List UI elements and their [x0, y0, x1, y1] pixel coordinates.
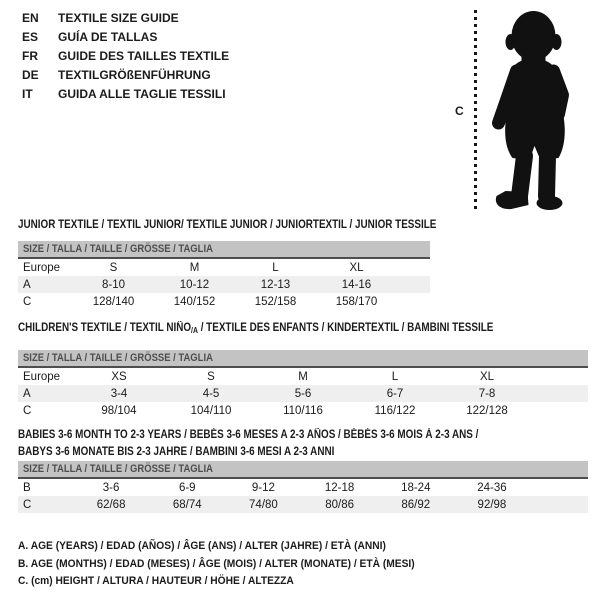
height-measure-label: C	[455, 104, 464, 118]
heading-line-1: BABIES 3-6 MONTH TO 2-3 YEARS / BEBÉS 3-6 MESES A 2-3 AÑOS / BÉBÉS 3-6 MOIS À 2-3 ANS /	[18, 429, 479, 441]
language-title: GUIDA ALLE TAGLIE TESSILI	[58, 87, 226, 101]
value-cell: 18-24	[401, 481, 431, 494]
language-row	[22, 9, 229, 28]
table-row-age	[18, 276, 430, 293]
row-label: B	[23, 481, 31, 494]
language-title: GUIDE DES TAILLES TEXTILE	[58, 49, 230, 63]
section-heading	[18, 427, 588, 461]
language-title-list	[22, 9, 229, 104]
legend-line-b: B. AGE (MONTHS) / EDAD (MESES) / ÂGE (MOIS) / ALTER (MONATE) / ETÀ (MESI)	[18, 557, 415, 570]
size-column: XL	[479, 370, 495, 383]
value-cell: 104/110	[190, 404, 232, 417]
value-cell: 80/86	[325, 498, 354, 511]
language-code: IT	[22, 87, 33, 101]
value-cell: 3-6	[102, 481, 120, 494]
value-cell: 152/158	[254, 295, 297, 308]
height-figure	[445, 4, 595, 219]
legend-line-c: C. (cm) HEIGHT / ALTURA / HAUTEUR / HÖHE / ALTEZZA	[18, 575, 294, 587]
table-row-height	[18, 496, 588, 513]
baby-silhouette-icon	[481, 8, 586, 213]
measure-legend	[18, 538, 445, 591]
table-row-age-months	[18, 479, 588, 496]
table-row-height	[18, 402, 588, 419]
size-header-bar: SIZE / TALLA / TAILLE / GRÖSSE / TAGLIA	[18, 350, 588, 368]
row-label: C	[23, 404, 32, 417]
value-cell: 6-9	[178, 481, 196, 494]
size-header-bar: SIZE / TALLA / TAILLE / GRÖSSE / TAGLIA	[18, 461, 588, 479]
table-row-height	[18, 293, 430, 310]
value-cell: 62/68	[96, 498, 126, 511]
language-title: TEXTILE SIZE GUIDE	[58, 11, 179, 25]
language-code: EN	[22, 11, 39, 25]
language-row	[22, 85, 229, 104]
height-measure-line	[474, 10, 477, 213]
value-cell: 12-18	[324, 481, 355, 494]
row-label: C	[23, 498, 32, 511]
row-label: A	[23, 387, 31, 400]
table-row-age	[18, 385, 588, 402]
value-cell: 6-7	[386, 387, 404, 400]
language-row	[22, 47, 229, 66]
value-cell: 4-5	[202, 387, 220, 400]
value-cell: 7-8	[478, 387, 496, 400]
language-code: ES	[22, 30, 39, 44]
size-column: L	[391, 370, 399, 383]
value-cell: 5-6	[294, 387, 312, 400]
size-column: M	[189, 261, 200, 274]
value-cell: 68/74	[172, 498, 202, 511]
value-cell: 92/98	[477, 498, 507, 511]
value-cell: 3-4	[110, 387, 128, 400]
section-babies-textile	[18, 427, 588, 513]
legend-line-a: A. AGE (YEARS) / EDAD (AÑOS) / ÂGE (ANS) / ALTER (JAHRE) / ETÀ (ANNI)	[18, 540, 386, 552]
value-cell: 110/116	[283, 404, 323, 417]
value-cell: 140/152	[173, 295, 216, 308]
value-cell: 8-10	[101, 278, 126, 291]
table-header-row	[18, 259, 430, 276]
section-childrens-textile	[18, 320, 588, 419]
language-row	[22, 28, 229, 47]
region-label: Europe	[23, 370, 61, 383]
region-label: Europe	[23, 261, 61, 274]
value-cell: 86/92	[401, 498, 431, 511]
language-code: DE	[22, 68, 39, 82]
value-cell: 14-16	[341, 278, 372, 291]
size-column: XS	[111, 370, 127, 383]
value-cell: 122/128	[466, 404, 508, 417]
heading-text: / TEXTILE DES ENFANTS / KINDERTEXTIL / BAMBINI TESSILE	[197, 322, 494, 334]
table-header-row	[18, 368, 588, 385]
language-title: TEXTILGRÖßENFÜHRUNG	[58, 68, 211, 82]
language-code: FR	[22, 49, 38, 63]
value-cell: 74/80	[249, 498, 278, 511]
size-column: S	[109, 261, 118, 274]
language-row	[22, 66, 229, 85]
size-column: S	[207, 370, 215, 383]
size-column: L	[272, 261, 279, 274]
section-junior-textile	[18, 217, 437, 310]
language-title: GUÍA DE TALLAS	[58, 30, 158, 44]
value-cell: 9-12	[251, 481, 275, 494]
section-heading	[18, 320, 588, 339]
row-label: C	[23, 295, 32, 308]
value-cell: 158/170	[335, 295, 378, 308]
size-header-bar: SIZE / TALLA / TAILLE / GRÖSSE / TAGLIA	[18, 241, 430, 259]
heading-subscript: /A	[191, 326, 198, 335]
value-cell: 98/104	[101, 404, 137, 417]
row-label: A	[23, 278, 31, 291]
value-cell: 116/122	[374, 404, 416, 417]
heading-text: CHILDREN'S TEXTILE / TEXTIL NIÑO	[18, 322, 192, 334]
section-heading: JUNIOR TEXTILE / TEXTIL JUNIOR/ TEXTILE JUNIOR / JUNIORTEXTIL / JUNIOR TESSILE	[18, 219, 437, 231]
value-cell: 128/140	[92, 295, 135, 308]
heading-line-2: BABYS 3-6 MONATE BIS 2-3 JAHRE / BAMBINI 3-6 MESI A 2-3 ANNI	[18, 446, 335, 458]
size-column: XL	[349, 261, 364, 274]
value-cell: 24-36	[477, 481, 507, 494]
value-cell: 10-12	[179, 278, 210, 291]
size-column: M	[298, 370, 308, 383]
value-cell: 12-13	[260, 278, 291, 291]
